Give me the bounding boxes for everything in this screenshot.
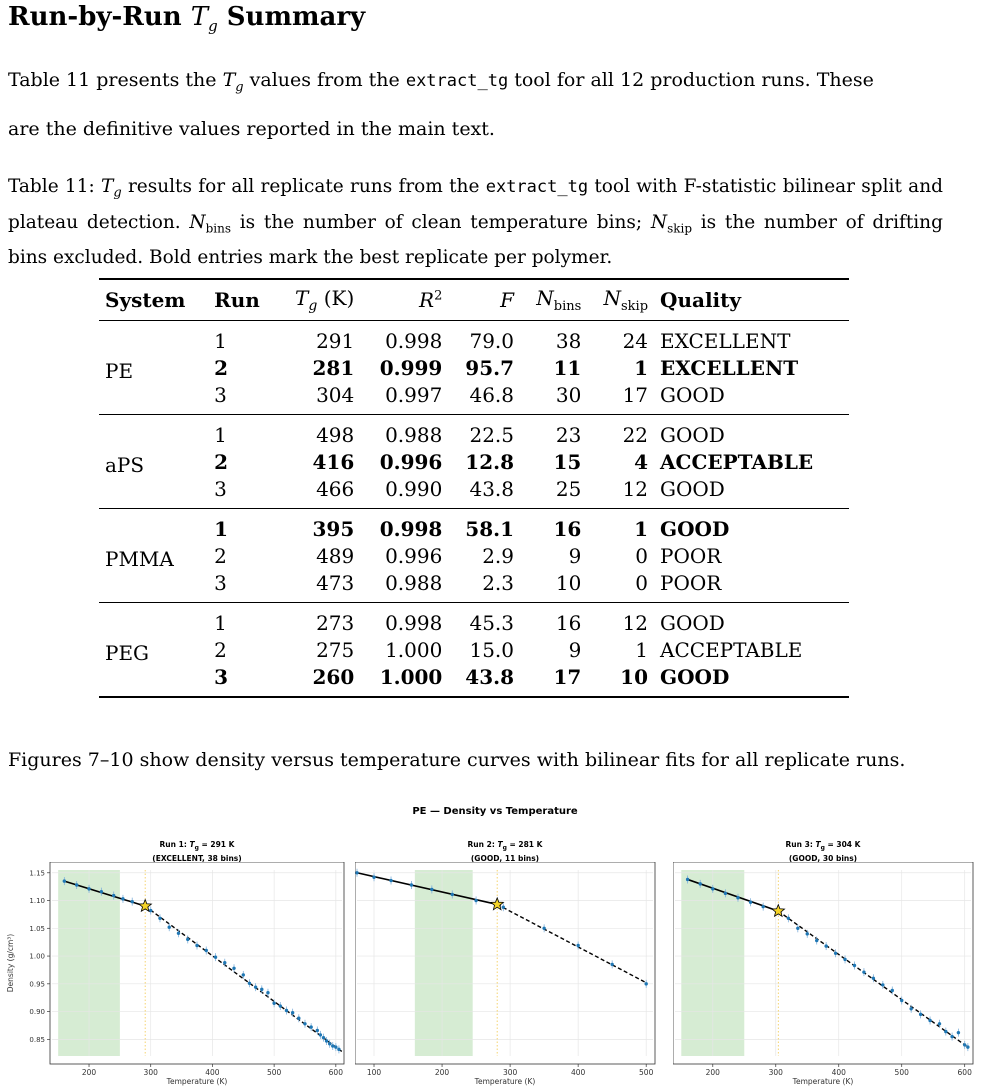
x-tick-label: 500	[639, 1068, 654, 1077]
figure-title: PE — Density vs Temperature	[412, 806, 578, 817]
cell-quality: POOR	[660, 543, 722, 568]
data-point	[297, 1017, 300, 1020]
data-point	[205, 949, 208, 952]
cell-nbins: 10	[555, 570, 582, 595]
data-point	[291, 1011, 294, 1014]
data-point	[502, 906, 505, 909]
cell-run: 3	[214, 476, 227, 501]
system-cell: PMMA	[105, 546, 174, 571]
x-axis-label: Temperature (K)	[792, 1077, 854, 1086]
x-tick-label: 500	[894, 1068, 909, 1077]
data-point	[248, 982, 251, 985]
x-tick-label: 200	[705, 1068, 720, 1077]
cell-run: 2	[214, 543, 227, 568]
table-group-peg	[99, 603, 849, 698]
data-point	[410, 883, 413, 886]
table-header-row: System Run $T_g$ (K) $R^2$ F $N_{bins}$ $N_{skip}$ Quality	[99, 279, 849, 321]
cell-nskip: 12	[622, 610, 649, 635]
data-point	[316, 1029, 319, 1032]
cell-quality: GOOD	[660, 610, 725, 635]
data-point	[242, 973, 245, 976]
panel-title	[50, 840, 344, 864]
data-point	[328, 1042, 331, 1045]
data-point	[430, 888, 433, 891]
table-group-aps	[99, 415, 849, 509]
tg-star-marker	[491, 898, 503, 910]
data-point	[711, 887, 714, 890]
data-point	[542, 927, 545, 930]
cell-tg: 395	[312, 516, 355, 541]
data-point	[957, 1031, 960, 1034]
cell-tg: 275	[316, 637, 355, 662]
cell-nskip: 12	[622, 476, 649, 501]
data-point	[285, 1009, 288, 1012]
cell-r2: 0.998	[385, 610, 443, 635]
cell-quality: EXCELLENT	[660, 355, 799, 380]
data-point	[260, 988, 263, 991]
cell-nskip: 1	[634, 516, 649, 541]
table-row	[99, 603, 849, 637]
cell-quality: POOR	[660, 570, 722, 595]
cell-nskip: 24	[622, 328, 649, 353]
cell-run: 1	[214, 422, 227, 447]
x-tick-label: 500	[266, 1068, 282, 1077]
data-point	[909, 1007, 912, 1010]
cell-nbins: 38	[555, 328, 582, 353]
data-point	[853, 964, 856, 967]
data-point	[372, 876, 375, 879]
x-tick-label: 100	[366, 1068, 382, 1077]
data-point	[158, 917, 161, 920]
x-tick-label: 200	[434, 1068, 450, 1077]
data-point	[686, 878, 689, 881]
panel-title	[673, 840, 973, 864]
data-point	[944, 1030, 947, 1033]
cell-quality: ACCEPTABLE	[660, 449, 814, 474]
system-cell: PEG	[105, 640, 150, 665]
cell-nbins: 17	[553, 664, 582, 689]
tg-symbol: $T_g$	[190, 2, 218, 36]
data-point	[761, 905, 764, 908]
panel-title-line1: Run 3: $T_g = 304$ K	[785, 840, 861, 852]
data-point	[186, 938, 189, 941]
cell-run: 2	[214, 355, 229, 380]
data-point	[881, 983, 884, 986]
data-point	[149, 909, 152, 912]
data-point	[966, 1045, 969, 1048]
data-point	[254, 985, 257, 988]
cell-quality: GOOD	[660, 664, 730, 689]
data-point	[963, 1043, 966, 1046]
data-point	[325, 1039, 328, 1042]
data-point	[75, 883, 78, 886]
cell-f: 95.7	[465, 355, 514, 380]
data-point	[806, 932, 809, 935]
data-point	[787, 917, 790, 920]
cell-f: 2.3	[482, 570, 514, 595]
cell-nskip: 22	[622, 422, 649, 447]
data-point	[355, 871, 358, 874]
data-point	[232, 967, 235, 970]
y-tick-label: 1.05	[29, 924, 45, 933]
data-point	[272, 1002, 275, 1005]
cell-r2: 0.990	[385, 476, 443, 501]
tg-star-marker	[772, 905, 784, 917]
y-tick-label: 0.85	[29, 1035, 45, 1044]
cell-f: 12.8	[465, 449, 514, 474]
data-point	[474, 899, 477, 902]
table-group-pmma	[99, 509, 849, 603]
data-point	[168, 925, 171, 928]
data-point	[919, 1013, 922, 1016]
density-plot-run-1	[0, 862, 346, 1087]
x-axis-label: Temperature (K)	[166, 1077, 228, 1086]
cell-nskip: 10	[620, 664, 649, 689]
cell-nbins: 16	[553, 516, 582, 541]
data-point	[843, 958, 846, 961]
table-row	[99, 415, 849, 449]
cell-tg: 498	[316, 422, 355, 447]
section-heading: Run-by-Run $T_g$ Summary	[8, 2, 366, 36]
cell-quality: EXCELLENT	[660, 328, 791, 353]
x-tick-label: 300	[502, 1068, 518, 1077]
x-axis-label: Temperature (K)	[474, 1077, 536, 1086]
cell-nbins: 11	[553, 355, 582, 380]
data-point	[389, 879, 392, 882]
data-point	[736, 896, 739, 899]
cell-tg: 473	[316, 570, 355, 595]
density-plot-run-2	[355, 862, 665, 1087]
cell-nskip: 17	[622, 382, 649, 407]
x-tick-label: 300	[143, 1068, 158, 1077]
table-row	[99, 321, 849, 355]
y-tick-label: 1.15	[29, 869, 45, 878]
data-point	[87, 887, 90, 890]
data-point	[337, 1048, 340, 1051]
cell-r2: 0.999	[379, 355, 443, 380]
data-point	[824, 944, 827, 947]
data-point	[279, 1004, 282, 1007]
data-point	[334, 1045, 337, 1048]
cell-tg: 416	[312, 449, 355, 474]
cell-r2: 0.998	[385, 328, 443, 353]
cell-nskip: 0	[635, 543, 649, 568]
cell-tg: 304	[316, 382, 355, 407]
x-tick-label: 400	[205, 1068, 220, 1077]
table-row	[99, 542, 849, 569]
cell-r2: 0.996	[379, 449, 443, 474]
cell-f: 2.9	[482, 543, 514, 568]
data-point	[724, 892, 727, 895]
cell-tg: 489	[316, 543, 355, 568]
data-point	[331, 1044, 334, 1047]
data-point	[950, 1035, 953, 1038]
data-point	[223, 961, 226, 964]
data-point	[872, 977, 875, 980]
table-row	[99, 663, 849, 697]
data-point	[698, 882, 701, 885]
cell-f: 43.8	[469, 476, 514, 501]
data-point	[576, 944, 579, 947]
data-point	[177, 932, 180, 935]
cell-quality: ACCEPTABLE	[660, 637, 803, 662]
data-point	[309, 1025, 312, 1028]
y-tick-label: 1.10	[29, 897, 45, 906]
data-point	[322, 1036, 325, 1039]
data-point	[121, 897, 124, 900]
cell-r2: 1.000	[385, 637, 443, 662]
table-row	[99, 569, 849, 603]
tool-name: extract_tg	[405, 71, 509, 91]
cell-f: 79.0	[469, 328, 514, 353]
panel-title-line1: Run 1: $T_g = 291$ K	[159, 840, 235, 852]
table-row	[99, 381, 849, 415]
cell-run: 2	[214, 449, 229, 474]
data-point	[900, 999, 903, 1002]
x-tick-label: 600	[328, 1068, 343, 1077]
cell-quality: GOOD	[660, 382, 725, 407]
data-point	[100, 890, 103, 893]
data-point	[112, 894, 115, 897]
data-point	[891, 989, 894, 992]
cell-tg: 273	[316, 610, 355, 635]
cell-tg: 291	[316, 328, 355, 353]
panel-title	[355, 840, 655, 864]
cell-r2: 0.998	[379, 516, 443, 541]
cell-run: 3	[214, 382, 227, 407]
data-point	[214, 955, 217, 958]
cell-run: 1	[214, 328, 227, 353]
y-axis-label: Density (g/cm³)	[6, 933, 15, 993]
results-table	[99, 278, 849, 698]
cell-nskip: 1	[634, 355, 649, 380]
cell-r2: 0.988	[385, 422, 443, 447]
y-tick-label: 1.00	[29, 952, 45, 961]
cell-f: 22.5	[469, 422, 514, 447]
cell-r2: 0.997	[385, 382, 443, 407]
cell-quality: GOOD	[660, 516, 730, 541]
cell-nbins: 15	[553, 449, 582, 474]
cell-nbins: 30	[555, 382, 582, 407]
cell-nskip: 0	[635, 570, 649, 595]
cell-run: 3	[214, 570, 227, 595]
cell-r2: 0.996	[385, 543, 443, 568]
table-row	[99, 354, 849, 381]
table-row	[99, 475, 849, 509]
data-point	[938, 1022, 941, 1025]
cell-f: 15.0	[469, 637, 514, 662]
intro-paragraph: Table 11 presents the $T_g$ values from the extract_tg tool for all 12 production runs. These	[8, 69, 874, 95]
x-tick-label: 300	[768, 1068, 783, 1077]
cell-run: 1	[214, 610, 227, 635]
cell-f: 58.1	[465, 516, 514, 541]
cell-f: 46.8	[469, 382, 514, 407]
cell-f: 45.3	[469, 610, 514, 635]
panel-title-line2: (EXCELLENT, 38 bins)	[152, 853, 242, 863]
data-point	[749, 901, 752, 904]
y-tick-label: 0.95	[29, 980, 45, 989]
intro-paragraph-2: are the definitive values reported in the main text.	[8, 118, 495, 140]
data-point	[610, 963, 613, 966]
cell-tg: 260	[312, 664, 355, 689]
x-tick-label: 400	[831, 1068, 846, 1077]
table-caption: Table 11: $T_g$ results for all replicate runs from the extract_tg tool with F-statistic bilinear split and plateau detection. $N_{bins}$ is the number of clean temperature bins; $N_{skip}$ is the number of drifting bins excluded. Bold entries mark the best replicate per polymer.	[8, 176, 943, 269]
plateau-region	[415, 870, 473, 1056]
data-point	[195, 944, 198, 947]
panel-title-line2: (GOOD, 11 bins)	[470, 853, 540, 863]
figures-note: Figures 7–10 show density versus temperature curves with bilinear fits for all replicate runs.	[8, 749, 906, 771]
cell-nbins: 16	[555, 610, 582, 635]
cell-run: 2	[214, 637, 227, 662]
data-point	[131, 900, 134, 903]
cell-run: 3	[214, 664, 229, 689]
cell-tg: 281	[312, 355, 355, 380]
fit-line-rubbery	[497, 904, 646, 982]
data-point	[266, 991, 269, 994]
data-point	[63, 879, 66, 882]
data-point	[834, 952, 837, 955]
y-tick-label: 0.90	[29, 1008, 45, 1017]
cell-quality: GOOD	[660, 476, 725, 501]
cell-nbins: 9	[568, 543, 582, 568]
cell-tg: 466	[316, 476, 355, 501]
cell-quality: GOOD	[660, 422, 725, 447]
data-point	[862, 970, 865, 973]
cell-f: 43.8	[465, 664, 514, 689]
system-cell: aPS	[105, 452, 145, 477]
x-tick-label: 200	[81, 1068, 97, 1077]
system-cell: PE	[105, 358, 134, 383]
cell-nbins: 23	[555, 422, 582, 447]
cell-r2: 0.988	[385, 570, 443, 595]
data-point	[319, 1033, 322, 1036]
table-row	[99, 636, 849, 663]
density-plot-run-3	[673, 862, 983, 1087]
cell-nbins: 25	[555, 476, 582, 501]
table-row	[99, 448, 849, 475]
x-tick-label: 400	[570, 1068, 586, 1077]
cell-r2: 1.000	[379, 664, 443, 689]
panel-title-line2: (GOOD, 30 bins)	[788, 853, 858, 863]
data-point	[815, 939, 818, 942]
table-group-pe	[99, 321, 849, 415]
cell-nbins: 9	[568, 637, 582, 662]
cell-nskip: 4	[634, 449, 649, 474]
x-tick-label: 600	[957, 1068, 972, 1077]
cell-nskip: 1	[635, 637, 649, 662]
data-point	[928, 1019, 931, 1022]
data-point	[796, 927, 799, 930]
cell-run: 1	[214, 516, 229, 541]
table-row	[99, 509, 849, 543]
data-point	[451, 893, 454, 896]
data-point	[644, 982, 647, 985]
data-point	[303, 1022, 306, 1025]
panel-title-line1: Run 2: $T_g = 281$ K	[467, 840, 543, 852]
